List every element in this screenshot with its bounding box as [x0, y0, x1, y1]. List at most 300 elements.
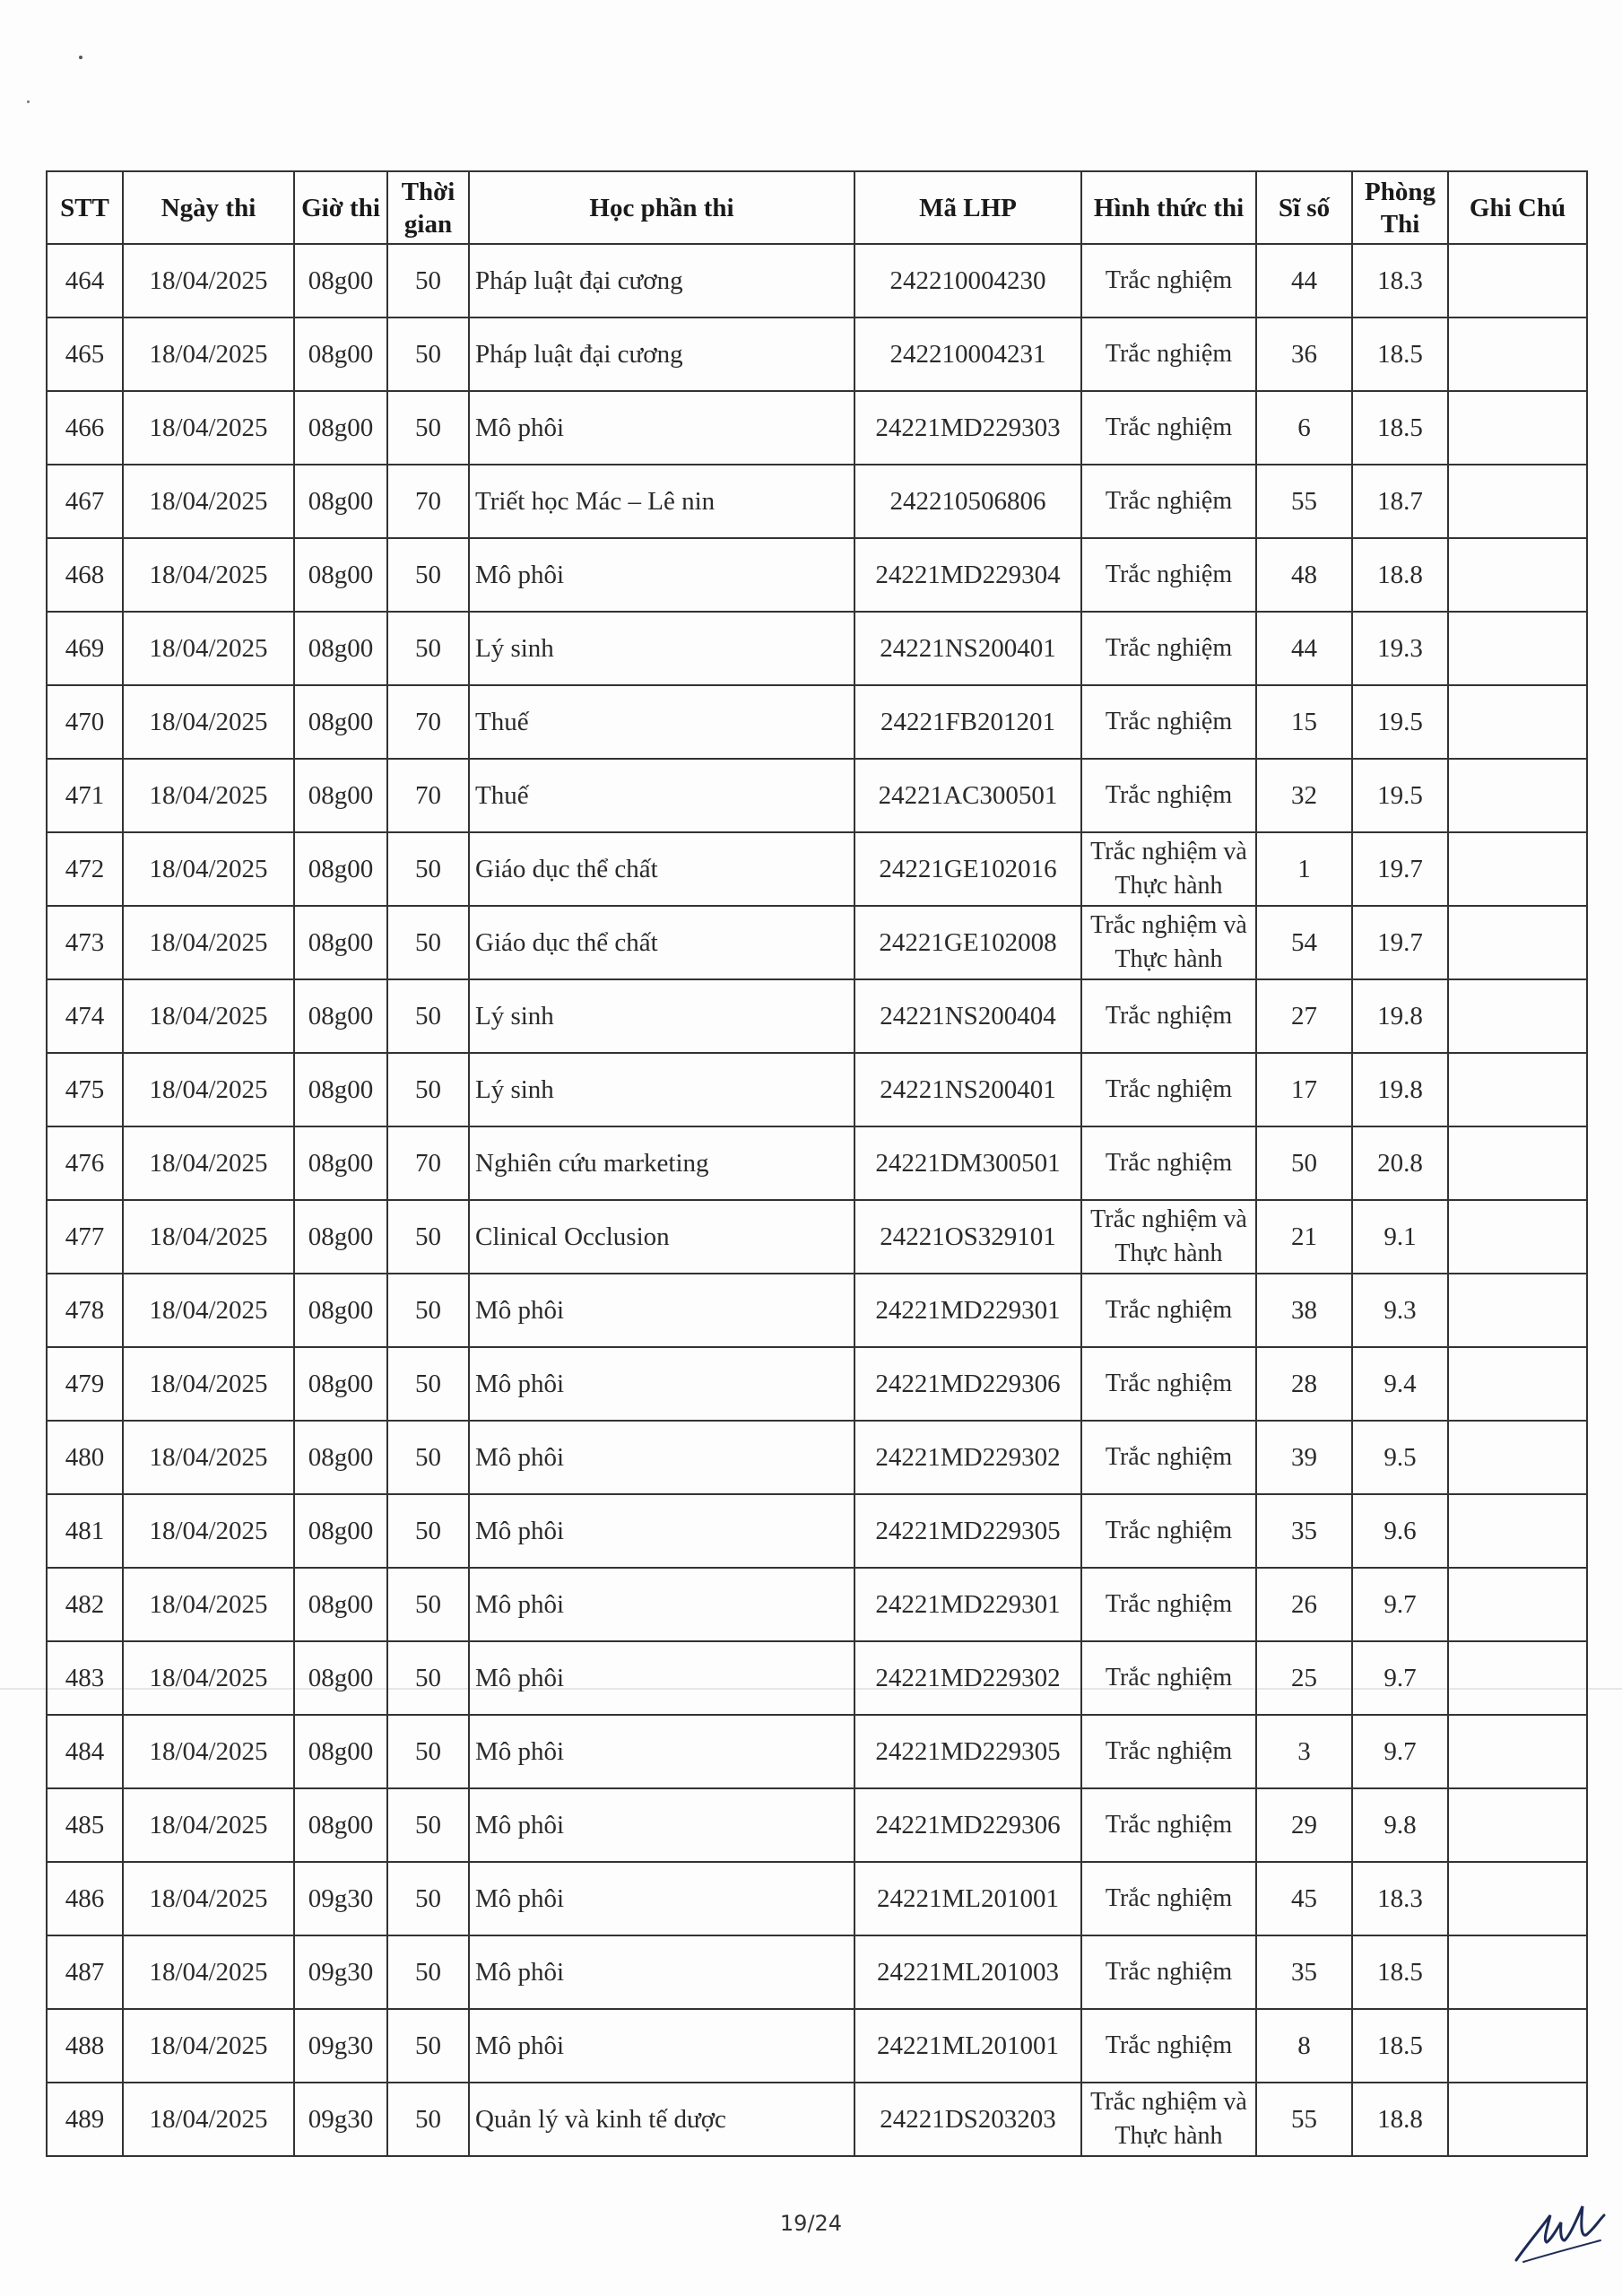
cell-count: 55	[1256, 2083, 1352, 2156]
cell-duration: 50	[387, 1715, 469, 1788]
cell-note	[1448, 2083, 1587, 2156]
cell-subject: Mô phôi	[469, 1421, 854, 1494]
cell-stt: 477	[47, 1200, 123, 1274]
cell-code: 24221MD229304	[854, 538, 1081, 612]
cell-date: 18/04/2025	[123, 1126, 294, 1200]
cell-code: 24221MD229301	[854, 1274, 1081, 1347]
cell-count: 50	[1256, 1126, 1352, 1200]
cell-count: 35	[1256, 1935, 1352, 2009]
table-row	[47, 1126, 1587, 1200]
cell-date: 18/04/2025	[123, 685, 294, 759]
cell-room: 18.5	[1352, 391, 1448, 465]
cell-count: 26	[1256, 1568, 1352, 1641]
cell-date: 18/04/2025	[123, 832, 294, 906]
cell-subject: Thuế	[469, 685, 854, 759]
cell-room: 19.8	[1352, 979, 1448, 1053]
cell-note	[1448, 1935, 1587, 2009]
table-row	[47, 244, 1587, 317]
cell-method: Trắc nghiệm	[1081, 979, 1256, 1053]
cell-time: 08g00	[294, 1053, 387, 1126]
cell-note	[1448, 685, 1587, 759]
cell-note	[1448, 1494, 1587, 1568]
cell-subject: Nghiên cứu marketing	[469, 1126, 854, 1200]
cell-date: 18/04/2025	[123, 2009, 294, 2083]
table-row	[47, 1862, 1587, 1935]
table-row	[47, 1494, 1587, 1568]
cell-subject: Giáo dục thể chất	[469, 906, 854, 979]
cell-method: Trắc nghiệm	[1081, 1126, 1256, 1200]
cell-code: 24221DS203203	[854, 2083, 1081, 2156]
cell-stt: 468	[47, 538, 123, 612]
cell-code: 24221AC300501	[854, 759, 1081, 832]
cell-code: 24221DM300501	[854, 1126, 1081, 1200]
cell-stt: 483	[47, 1641, 123, 1715]
cell-code: 24221ML201003	[854, 1935, 1081, 2009]
cell-note	[1448, 391, 1587, 465]
table-row	[47, 1568, 1587, 1641]
cell-stt: 467	[47, 465, 123, 538]
cell-duration: 50	[387, 317, 469, 391]
cell-date: 18/04/2025	[123, 1274, 294, 1347]
cell-code: 24221ML201001	[854, 1862, 1081, 1935]
cell-count: 6	[1256, 391, 1352, 465]
table-row	[47, 685, 1587, 759]
cell-count: 28	[1256, 1347, 1352, 1421]
cell-duration: 50	[387, 1274, 469, 1347]
cell-method: Trắc nghiệm	[1081, 685, 1256, 759]
cell-method: Trắc nghiệm	[1081, 244, 1256, 317]
cell-duration: 50	[387, 612, 469, 685]
cell-count: 27	[1256, 979, 1352, 1053]
cell-time: 08g00	[294, 317, 387, 391]
cell-duration: 50	[387, 906, 469, 979]
cell-duration: 50	[387, 391, 469, 465]
cell-note	[1448, 612, 1587, 685]
cell-date: 18/04/2025	[123, 391, 294, 465]
cell-stt: 478	[47, 1274, 123, 1347]
cell-method: Trắc nghiệm và Thực hành	[1081, 1200, 1256, 1274]
table-row	[47, 465, 1587, 538]
cell-time: 09g30	[294, 1862, 387, 1935]
cell-duration: 50	[387, 538, 469, 612]
cell-subject: Giáo dục thể chất	[469, 832, 854, 906]
cell-stt: 487	[47, 1935, 123, 2009]
cell-time: 08g00	[294, 685, 387, 759]
cell-method: Trắc nghiệm và Thực hành	[1081, 832, 1256, 906]
cell-code: 24221NS200401	[854, 612, 1081, 685]
cell-code: 24221ML201001	[854, 2009, 1081, 2083]
cell-method: Trắc nghiệm	[1081, 1935, 1256, 2009]
cell-time: 08g00	[294, 1568, 387, 1641]
cell-method: Trắc nghiệm	[1081, 2009, 1256, 2083]
table-row	[47, 1715, 1587, 1788]
cell-subject: Lý sinh	[469, 612, 854, 685]
handwritten-signature	[1511, 2188, 1609, 2269]
cell-code: 24221MD229305	[854, 1494, 1081, 1568]
cell-room: 19.7	[1352, 906, 1448, 979]
cell-code: 24221GE102016	[854, 832, 1081, 906]
cell-room: 9.4	[1352, 1347, 1448, 1421]
cell-count: 29	[1256, 1788, 1352, 1862]
cell-code: 242210506806	[854, 465, 1081, 538]
cell-code: 24221NS200401	[854, 1053, 1081, 1126]
table-row	[47, 1274, 1587, 1347]
cell-duration: 70	[387, 465, 469, 538]
cell-code: 24221MD229306	[854, 1788, 1081, 1862]
cell-date: 18/04/2025	[123, 979, 294, 1053]
cell-date: 18/04/2025	[123, 759, 294, 832]
table-row	[47, 1200, 1587, 1274]
cell-time: 09g30	[294, 1935, 387, 2009]
cell-duration: 50	[387, 1347, 469, 1421]
table-row	[47, 612, 1587, 685]
cell-subject: Mô phôi	[469, 1568, 854, 1641]
cell-date: 18/04/2025	[123, 1715, 294, 1788]
cell-subject: Mô phôi	[469, 538, 854, 612]
cell-subject: Triết học Mác – Lê nin	[469, 465, 854, 538]
cell-method: Trắc nghiệm	[1081, 1053, 1256, 1126]
cell-time: 08g00	[294, 759, 387, 832]
cell-time: 08g00	[294, 1788, 387, 1862]
table-row	[47, 2083, 1587, 2156]
cell-stt: 469	[47, 612, 123, 685]
cell-note	[1448, 1421, 1587, 1494]
cell-duration: 70	[387, 1126, 469, 1200]
table-row	[47, 979, 1587, 1053]
cell-date: 18/04/2025	[123, 1200, 294, 1274]
cell-code: 24221GE102008	[854, 906, 1081, 979]
cell-time: 08g00	[294, 1200, 387, 1274]
cell-stt: 489	[47, 2083, 123, 2156]
cell-stt: 466	[47, 391, 123, 465]
cell-room: 9.5	[1352, 1421, 1448, 1494]
cell-room: 9.7	[1352, 1715, 1448, 1788]
cell-note	[1448, 979, 1587, 1053]
cell-room: 18.5	[1352, 1935, 1448, 2009]
cell-date: 18/04/2025	[123, 1568, 294, 1641]
cell-stt: 488	[47, 2009, 123, 2083]
cell-room: 18.3	[1352, 1862, 1448, 1935]
cell-date: 18/04/2025	[123, 2083, 294, 2156]
cell-note	[1448, 1788, 1587, 1862]
table-row	[47, 391, 1587, 465]
cell-room: 9.6	[1352, 1494, 1448, 1568]
cell-code: 24221NS200404	[854, 979, 1081, 1053]
cell-method: Trắc nghiệm	[1081, 1715, 1256, 1788]
cell-method: Trắc nghiệm	[1081, 317, 1256, 391]
cell-duration: 50	[387, 2009, 469, 2083]
cell-note	[1448, 1641, 1587, 1715]
cell-date: 18/04/2025	[123, 538, 294, 612]
cell-subject: Lý sinh	[469, 979, 854, 1053]
cell-subject: Mô phôi	[469, 2009, 854, 2083]
cell-method: Trắc nghiệm	[1081, 759, 1256, 832]
cell-count: 44	[1256, 244, 1352, 317]
cell-count: 21	[1256, 1200, 1352, 1274]
cell-method: Trắc nghiệm	[1081, 1641, 1256, 1715]
cell-time: 08g00	[294, 244, 387, 317]
cell-stt: 471	[47, 759, 123, 832]
cell-duration: 50	[387, 2083, 469, 2156]
cell-time: 08g00	[294, 1274, 387, 1347]
cell-room: 19.5	[1352, 685, 1448, 759]
cell-code: 24221MD229306	[854, 1347, 1081, 1421]
cell-date: 18/04/2025	[123, 1421, 294, 1494]
cell-time: 08g00	[294, 465, 387, 538]
cell-date: 18/04/2025	[123, 244, 294, 317]
header-time: Giờ thi	[294, 171, 387, 244]
cell-date: 18/04/2025	[123, 906, 294, 979]
cell-room: 18.8	[1352, 2083, 1448, 2156]
table-row	[47, 832, 1587, 906]
cell-duration: 50	[387, 244, 469, 317]
cell-code: 24221OS329101	[854, 1200, 1081, 1274]
cell-room: 20.8	[1352, 1126, 1448, 1200]
cell-note	[1448, 1568, 1587, 1641]
cell-room: 18.5	[1352, 317, 1448, 391]
cell-time: 08g00	[294, 612, 387, 685]
cell-duration: 50	[387, 1788, 469, 1862]
cell-note	[1448, 317, 1587, 391]
cell-duration: 50	[387, 1200, 469, 1274]
cell-time: 08g00	[294, 1421, 387, 1494]
cell-note	[1448, 759, 1587, 832]
scan-speck	[27, 100, 30, 103]
cell-method: Trắc nghiệm	[1081, 612, 1256, 685]
cell-stt: 464	[47, 244, 123, 317]
cell-count: 3	[1256, 1715, 1352, 1788]
cell-count: 38	[1256, 1274, 1352, 1347]
cell-note	[1448, 1862, 1587, 1935]
cell-note	[1448, 244, 1587, 317]
cell-method: Trắc nghiệm	[1081, 1347, 1256, 1421]
page-number: 19/24	[779, 2211, 843, 2236]
table-row	[47, 759, 1587, 832]
cell-method: Trắc nghiệm	[1081, 465, 1256, 538]
cell-duration: 70	[387, 759, 469, 832]
cell-time: 09g30	[294, 2009, 387, 2083]
table-row	[47, 1053, 1587, 1126]
cell-room: 18.3	[1352, 244, 1448, 317]
cell-method: Trắc nghiệm	[1081, 538, 1256, 612]
cell-count: 25	[1256, 1641, 1352, 1715]
cell-stt: 472	[47, 832, 123, 906]
cell-time: 08g00	[294, 1641, 387, 1715]
cell-subject: Mô phôi	[469, 391, 854, 465]
cell-stt: 475	[47, 1053, 123, 1126]
cell-date: 18/04/2025	[123, 317, 294, 391]
cell-stt: 474	[47, 979, 123, 1053]
cell-code: 24221MD229301	[854, 1568, 1081, 1641]
cell-method: Trắc nghiệm	[1081, 1788, 1256, 1862]
cell-method: Trắc nghiệm và Thực hành	[1081, 906, 1256, 979]
cell-duration: 50	[387, 1053, 469, 1126]
cell-stt: 480	[47, 1421, 123, 1494]
cell-method: Trắc nghiệm và Thực hành	[1081, 2083, 1256, 2156]
cell-note	[1448, 906, 1587, 979]
cell-stt: 479	[47, 1347, 123, 1421]
cell-time: 08g00	[294, 1715, 387, 1788]
cell-date: 18/04/2025	[123, 1053, 294, 1126]
cell-duration: 50	[387, 832, 469, 906]
cell-room: 9.1	[1352, 1200, 1448, 1274]
cell-subject: Mô phôi	[469, 1862, 854, 1935]
cell-date: 18/04/2025	[123, 1788, 294, 1862]
cell-time: 08g00	[294, 1126, 387, 1200]
cell-stt: 482	[47, 1568, 123, 1641]
cell-count: 17	[1256, 1053, 1352, 1126]
table-row	[47, 1935, 1587, 2009]
cell-room: 9.8	[1352, 1788, 1448, 1862]
cell-stt: 476	[47, 1126, 123, 1200]
cell-time: 08g00	[294, 1494, 387, 1568]
cell-subject: Pháp luật đại cương	[469, 244, 854, 317]
cell-subject: Thuế	[469, 759, 854, 832]
cell-note	[1448, 2009, 1587, 2083]
cell-note	[1448, 1715, 1587, 1788]
cell-room: 19.8	[1352, 1053, 1448, 1126]
cell-code: 24221MD229302	[854, 1641, 1081, 1715]
header-code: Mã LHP	[854, 171, 1081, 244]
scan-speck	[79, 56, 82, 59]
cell-note	[1448, 465, 1587, 538]
header-note: Ghi Chú	[1448, 171, 1587, 244]
cell-count: 48	[1256, 538, 1352, 612]
cell-note	[1448, 538, 1587, 612]
cell-count: 8	[1256, 2009, 1352, 2083]
cell-stt: 481	[47, 1494, 123, 1568]
cell-duration: 50	[387, 1494, 469, 1568]
cell-room: 19.7	[1352, 832, 1448, 906]
cell-room: 9.3	[1352, 1274, 1448, 1347]
cell-count: 54	[1256, 906, 1352, 979]
cell-duration: 50	[387, 1568, 469, 1641]
cell-count: 36	[1256, 317, 1352, 391]
cell-date: 18/04/2025	[123, 1641, 294, 1715]
cell-count: 35	[1256, 1494, 1352, 1568]
header-stt: STT	[47, 171, 123, 244]
header-method: Hình thức thi	[1081, 171, 1256, 244]
table-row	[47, 1641, 1587, 1715]
table-row	[47, 538, 1587, 612]
cell-date: 18/04/2025	[123, 612, 294, 685]
cell-room: 9.7	[1352, 1568, 1448, 1641]
cell-subject: Clinical Occlusion	[469, 1200, 854, 1274]
cell-code: 242210004230	[854, 244, 1081, 317]
cell-duration: 50	[387, 979, 469, 1053]
cell-room: 19.3	[1352, 612, 1448, 685]
cell-time: 08g00	[294, 1347, 387, 1421]
cell-method: Trắc nghiệm	[1081, 1421, 1256, 1494]
table-row	[47, 1347, 1587, 1421]
cell-stt: 485	[47, 1788, 123, 1862]
cell-note	[1448, 1200, 1587, 1274]
cell-date: 18/04/2025	[123, 1494, 294, 1568]
cell-time: 08g00	[294, 906, 387, 979]
cell-count: 45	[1256, 1862, 1352, 1935]
cell-code: 24221FB201201	[854, 685, 1081, 759]
cell-duration: 50	[387, 1862, 469, 1935]
table-row	[47, 317, 1587, 391]
cell-method: Trắc nghiệm	[1081, 1862, 1256, 1935]
cell-subject: Mô phôi	[469, 1788, 854, 1862]
cell-stt: 486	[47, 1862, 123, 1935]
cell-date: 18/04/2025	[123, 465, 294, 538]
cell-date: 18/04/2025	[123, 1935, 294, 2009]
cell-stt: 473	[47, 906, 123, 979]
cell-time: 08g00	[294, 538, 387, 612]
cell-stt: 470	[47, 685, 123, 759]
cell-code: 24221MD229302	[854, 1421, 1081, 1494]
cell-code: 242210004231	[854, 317, 1081, 391]
cell-duration: 50	[387, 1641, 469, 1715]
cell-note	[1448, 832, 1587, 906]
cell-duration: 50	[387, 1421, 469, 1494]
cell-note	[1448, 1274, 1587, 1347]
cell-subject: Mô phôi	[469, 1715, 854, 1788]
table-row	[47, 2009, 1587, 2083]
cell-count: 15	[1256, 685, 1352, 759]
header-count: Sĩ số	[1256, 171, 1352, 244]
header-room: Phòng Thi	[1352, 171, 1448, 244]
cell-subject: Mô phôi	[469, 1935, 854, 2009]
header-subject: Học phần thi	[469, 171, 854, 244]
header-date: Ngày thi	[123, 171, 294, 244]
cell-date: 18/04/2025	[123, 1347, 294, 1421]
exam-schedule-table	[46, 170, 1588, 2157]
cell-room: 18.8	[1352, 538, 1448, 612]
table-row	[47, 1421, 1587, 1494]
table-body	[47, 244, 1587, 2156]
cell-method: Trắc nghiệm	[1081, 1494, 1256, 1568]
cell-count: 39	[1256, 1421, 1352, 1494]
cell-stt: 465	[47, 317, 123, 391]
cell-method: Trắc nghiệm	[1081, 391, 1256, 465]
cell-room: 19.5	[1352, 759, 1448, 832]
header-duration: Thời gian	[387, 171, 469, 244]
cell-subject: Mô phôi	[469, 1347, 854, 1421]
cell-time: 08g00	[294, 391, 387, 465]
cell-code: 24221MD229303	[854, 391, 1081, 465]
cell-note	[1448, 1347, 1587, 1421]
cell-room: 9.7	[1352, 1641, 1448, 1715]
cell-method: Trắc nghiệm	[1081, 1568, 1256, 1641]
cell-code: 24221MD229305	[854, 1715, 1081, 1788]
cell-subject: Pháp luật đại cương	[469, 317, 854, 391]
cell-count: 32	[1256, 759, 1352, 832]
cell-subject: Mô phôi	[469, 1494, 854, 1568]
cell-duration: 70	[387, 685, 469, 759]
cell-subject: Quản lý và kinh tế dược	[469, 2083, 854, 2156]
cell-stt: 484	[47, 1715, 123, 1788]
cell-count: 1	[1256, 832, 1352, 906]
cell-date: 18/04/2025	[123, 1862, 294, 1935]
cell-subject: Mô phôi	[469, 1641, 854, 1715]
cell-time: 08g00	[294, 979, 387, 1053]
cell-subject: Lý sinh	[469, 1053, 854, 1126]
cell-method: Trắc nghiệm	[1081, 1274, 1256, 1347]
table-header-row	[47, 171, 1587, 244]
cell-time: 09g30	[294, 2083, 387, 2156]
cell-subject: Mô phôi	[469, 1274, 854, 1347]
table-row	[47, 906, 1587, 979]
cell-count: 44	[1256, 612, 1352, 685]
cell-note	[1448, 1053, 1587, 1126]
cell-room: 18.7	[1352, 465, 1448, 538]
cell-note	[1448, 1126, 1587, 1200]
table-row	[47, 1788, 1587, 1862]
cell-room: 18.5	[1352, 2009, 1448, 2083]
